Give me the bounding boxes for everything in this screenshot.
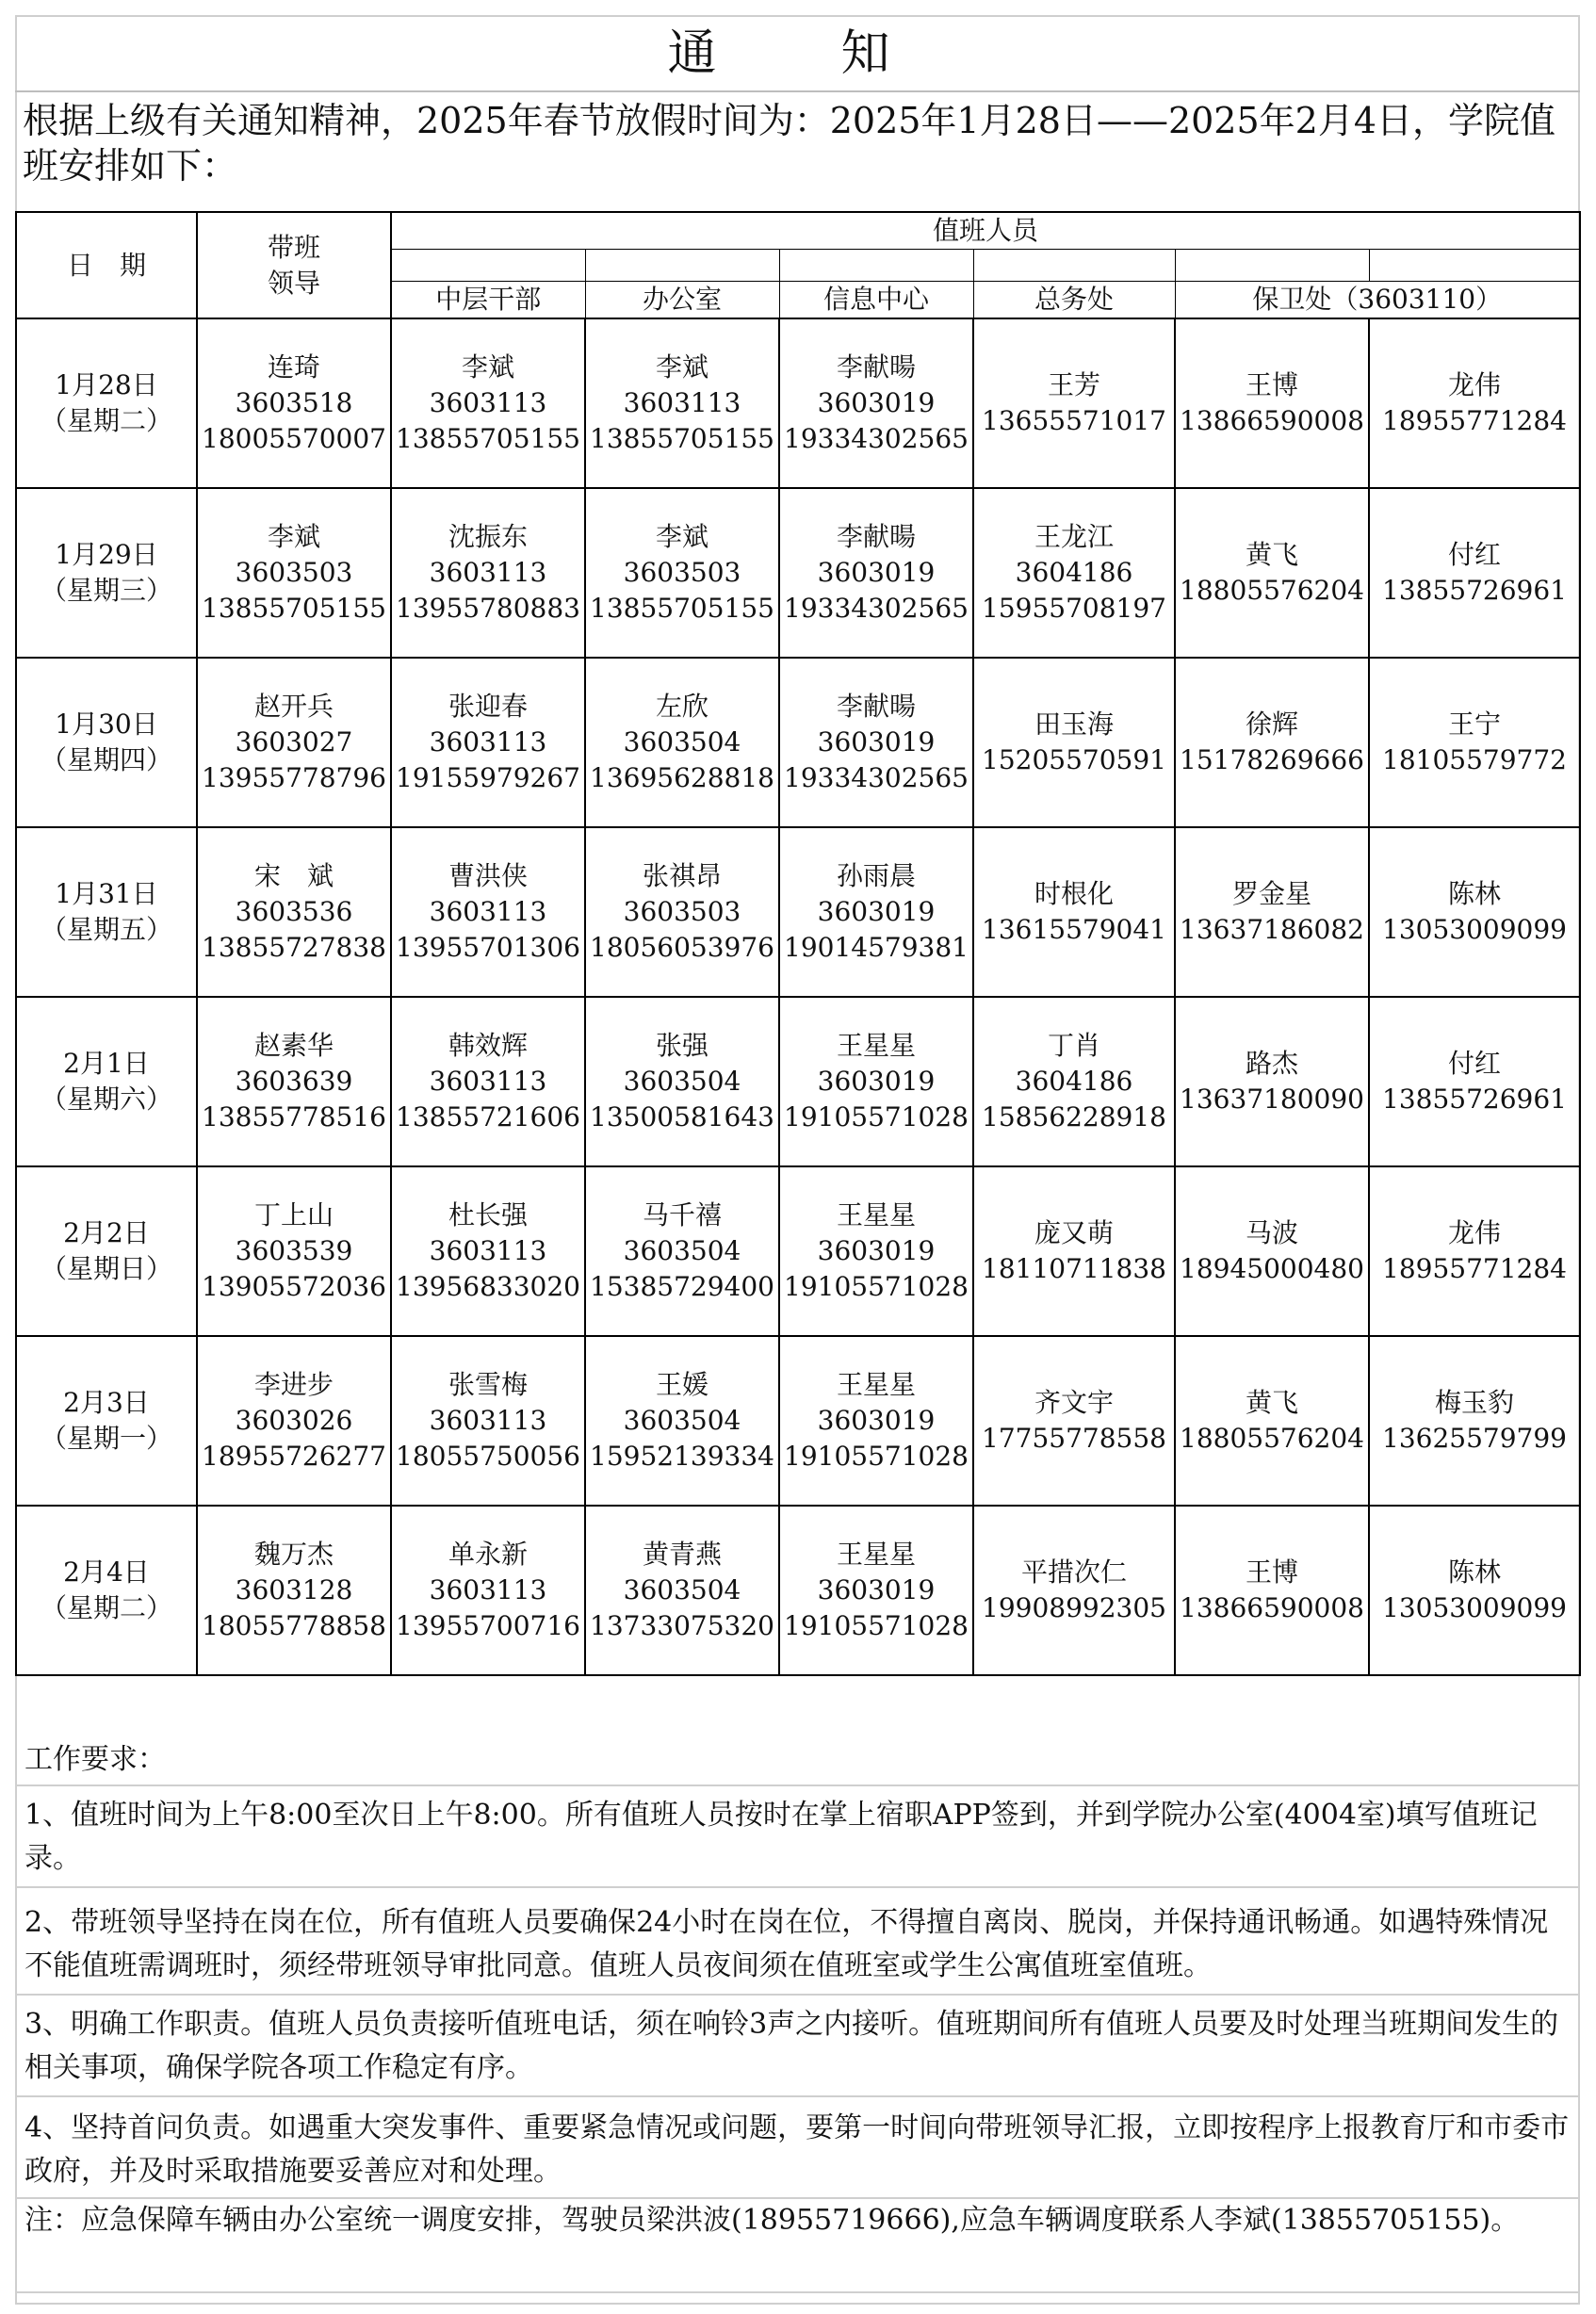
- phone-number: 3603503: [623, 557, 741, 588]
- weekday-text: （星期日）: [40, 1253, 172, 1284]
- title-divider: [15, 90, 1580, 92]
- phone-number: 17755778558: [982, 1423, 1166, 1454]
- phone-number: 19105571028: [784, 1610, 969, 1641]
- phone-number: 3603113: [429, 557, 547, 588]
- person-name: 黄飞: [1245, 539, 1298, 570]
- phone-number: 3603113: [429, 1405, 547, 1436]
- header-spacer: [1175, 250, 1369, 282]
- leader-header: 带班 领导: [197, 212, 391, 318]
- phone-number: 13855727838: [202, 932, 386, 963]
- person-name: 王星星: [836, 1030, 916, 1061]
- col-general-affairs: 总务处: [973, 282, 1175, 319]
- divider: [15, 1886, 1580, 1888]
- phone-number: 13855721606: [396, 1101, 580, 1133]
- person-name: 马千禧: [642, 1199, 722, 1230]
- phone-number: 3603027: [235, 726, 353, 758]
- phone-number: 13866590008: [1180, 405, 1364, 436]
- phone-number: 3603113: [429, 1066, 547, 1097]
- phone-number: 13655571017: [982, 405, 1166, 436]
- person-name: 黄青燕: [642, 1539, 722, 1570]
- phone-number: 13855778516: [202, 1101, 386, 1133]
- middle-cadre-cell: [391, 1506, 585, 1675]
- phone-number: 3603113: [429, 896, 547, 927]
- person-name: 王博: [1245, 369, 1298, 400]
- weekday-text: （星期二）: [40, 1592, 172, 1623]
- phone-number: 3603503: [235, 557, 353, 588]
- phone-number: 3604186: [1015, 1066, 1133, 1097]
- leader-cell: [197, 1336, 391, 1506]
- person-name: 杜长强: [448, 1199, 528, 1230]
- phone-number: 13637180090: [1180, 1084, 1364, 1115]
- security-cell-1: [1175, 997, 1369, 1166]
- date-text: 1月30日: [55, 709, 158, 740]
- phone-number: 3603518: [235, 387, 353, 418]
- phone-number: 3603504: [623, 1405, 741, 1436]
- phone-number: 3603019: [817, 387, 936, 418]
- date-text: 1月29日: [55, 539, 158, 570]
- date-text: 1月31日: [55, 878, 158, 909]
- phone-number: 13053009099: [1382, 1592, 1567, 1623]
- office-cell: [585, 827, 779, 997]
- person-name: 马波: [1245, 1217, 1298, 1248]
- phone-number: 13955701306: [396, 932, 580, 963]
- person-name: 李斌: [655, 521, 708, 552]
- person-name: 王芳: [1047, 369, 1100, 400]
- leader-cell: [197, 658, 391, 827]
- person-name: 时根化: [1034, 878, 1114, 909]
- info-center-cell: [779, 827, 973, 997]
- office-cell: [585, 1336, 779, 1506]
- person-name: 李斌: [461, 351, 514, 383]
- phone-number: 13955700716: [396, 1610, 580, 1641]
- phone-number: 3603019: [817, 1066, 936, 1097]
- phone-number: 13905572036: [202, 1271, 386, 1302]
- phone-number: 3603113: [429, 726, 547, 758]
- general-affairs-cell: [973, 1506, 1175, 1675]
- person-name: 左欣: [655, 691, 708, 722]
- person-name: 李进步: [253, 1369, 334, 1400]
- security-cell-2: [1369, 827, 1580, 997]
- person-name: 平措次仁: [1020, 1556, 1127, 1588]
- date-text: 2月4日: [63, 1556, 150, 1588]
- phone-number: 3603504: [623, 1066, 741, 1097]
- security-cell-1: [1175, 1336, 1369, 1506]
- phone-number: 18110711838: [982, 1253, 1166, 1284]
- phone-number: 18005570007: [202, 423, 386, 454]
- leader-cell: [197, 1166, 391, 1336]
- phone-number: 3603504: [623, 1235, 741, 1266]
- weekday-text: （星期一）: [40, 1423, 172, 1454]
- person-name: 赵素华: [253, 1030, 334, 1061]
- phone-number: 13855726961: [1382, 1084, 1567, 1115]
- requirement-1: 1、值班时间为上午8:00至次日上午8:00。所有值班人员按时在掌上宿职APP签到，并到学院办公室(4004室)填写值班记录。: [24, 1799, 1538, 1875]
- phone-number: 15385729400: [590, 1271, 774, 1302]
- phone-number: 3604186: [1015, 557, 1133, 588]
- divider: [15, 1994, 1580, 1996]
- general-affairs-cell: [973, 488, 1175, 658]
- phone-number: 3603128: [235, 1574, 353, 1605]
- phone-number: 19334302565: [784, 423, 969, 454]
- weekday-text: （星期三）: [40, 575, 172, 606]
- office-cell: [585, 1166, 779, 1336]
- phone-number: 3603113: [429, 1235, 547, 1266]
- person-name: 梅玉豹: [1434, 1387, 1514, 1418]
- person-name: 王星星: [836, 1199, 916, 1230]
- phone-number: 13637186082: [1180, 914, 1364, 945]
- duty-schedule-table: [15, 211, 1581, 1676]
- person-name: 王博: [1245, 1556, 1298, 1588]
- phone-number: 3603504: [623, 1574, 741, 1605]
- middle-cadre-cell: [391, 658, 585, 827]
- phone-number: 18056053976: [590, 932, 774, 963]
- requirement-3: 3、明确工作职责。值班人员负责接听值班电话，须在响铃3声之内接听。值班期间所有值班人员要及时处理当班期间发生的相关事项，确保学院各项工作稳定有序。: [24, 2008, 1559, 2084]
- general-affairs-cell: [973, 1166, 1175, 1336]
- phone-number: 18055778858: [202, 1610, 386, 1641]
- person-name: 李斌: [655, 351, 708, 383]
- duty-staff-header: 值班人员: [391, 212, 1580, 250]
- phone-number: 3603019: [817, 726, 936, 758]
- header-row-1: [16, 212, 1580, 250]
- header-spacer: [585, 250, 779, 282]
- person-name: 赵开兵: [253, 691, 334, 722]
- person-name: 徐辉: [1245, 709, 1298, 740]
- date-cell: [16, 658, 197, 827]
- person-name: 王星星: [836, 1369, 916, 1400]
- table-row: [16, 997, 1580, 1166]
- general-affairs-cell: [973, 997, 1175, 1166]
- header-spacer: [1369, 250, 1580, 282]
- info-center-cell: [779, 1336, 973, 1506]
- person-name: 孙雨晨: [836, 860, 916, 891]
- person-name: 连琦: [267, 351, 320, 383]
- weekday-text: （星期二）: [40, 405, 172, 436]
- middle-cadre-cell: [391, 827, 585, 997]
- security-cell-1: [1175, 1506, 1369, 1675]
- phone-number: 13625579799: [1382, 1423, 1567, 1454]
- phone-number: 18955771284: [1382, 1253, 1567, 1284]
- header-spacer: [779, 250, 973, 282]
- person-name: 齐文宇: [1034, 1387, 1114, 1418]
- info-center-cell: [779, 318, 973, 488]
- phone-number: 3603504: [623, 726, 741, 758]
- leader-cell: [197, 997, 391, 1166]
- phone-number: 13955780883: [396, 593, 580, 624]
- person-name: 韩效辉: [448, 1030, 528, 1061]
- phone-number: 18055750056: [396, 1441, 580, 1472]
- divider: [15, 2095, 1580, 2097]
- middle-cadre-cell: [391, 318, 585, 488]
- phone-number: 13500581643: [590, 1101, 774, 1133]
- person-name: 宋 斌: [253, 860, 334, 891]
- security-cell-2: [1369, 1506, 1580, 1675]
- phone-number: 18955771284: [1382, 405, 1567, 436]
- phone-number: 3603019: [817, 1405, 936, 1436]
- header-spacer: [973, 250, 1175, 282]
- security-cell-2: [1369, 318, 1580, 488]
- security-cell-2: [1369, 997, 1580, 1166]
- requirement-4: 4、坚持首问负责。如遇重大突发事件、重要紧急情况或问题，要第一时间向带班领导汇报，立即按程序上报教育厅和市委市政府，并及时采取措施要妥善应对和处理。: [24, 2111, 1570, 2188]
- person-name: 王宁: [1447, 709, 1501, 740]
- phone-number: 3603019: [817, 896, 936, 927]
- person-name: 龙伟: [1447, 369, 1501, 400]
- person-name: 沈振东: [448, 521, 528, 552]
- phone-number: 15952139334: [590, 1441, 774, 1472]
- date-cell: [16, 318, 197, 488]
- phone-number: 18805576204: [1180, 575, 1364, 606]
- date-text: 1月28日: [55, 369, 158, 400]
- phone-number: 18955726277: [202, 1441, 386, 1472]
- info-center-cell: [779, 658, 973, 827]
- phone-number: 13955778796: [202, 762, 386, 793]
- general-affairs-cell: [973, 318, 1175, 488]
- phone-number: 19334302565: [784, 762, 969, 793]
- date-header: 日 期: [16, 212, 197, 318]
- person-name: 李献暘: [836, 521, 916, 552]
- leader-cell: [197, 1506, 391, 1675]
- divider: [15, 1784, 1580, 1786]
- phone-number: 19105571028: [784, 1271, 969, 1302]
- leader-cell: [197, 827, 391, 997]
- security-cell-2: [1369, 658, 1580, 827]
- leader-cell: [197, 488, 391, 658]
- general-affairs-cell: [973, 658, 1175, 827]
- phone-number: 18105579772: [1382, 744, 1567, 775]
- table-row: [16, 1506, 1580, 1675]
- phone-number: 13855705155: [202, 593, 386, 624]
- col-middle-cadre: 中层干部: [391, 282, 585, 319]
- security-cell-1: [1175, 488, 1369, 658]
- person-name: 罗金星: [1231, 878, 1311, 909]
- phone-number: 13855726961: [1382, 575, 1567, 606]
- person-name: 张祺昂: [642, 860, 722, 891]
- phone-number: 13053009099: [1382, 914, 1567, 945]
- phone-number: 19155979267: [396, 762, 580, 793]
- middle-cadre-cell: [391, 1166, 585, 1336]
- phone-number: 13956833020: [396, 1271, 580, 1302]
- table-row: [16, 1336, 1580, 1506]
- info-center-cell: [779, 1166, 973, 1336]
- phone-number: 15955708197: [982, 593, 1166, 624]
- person-name: 丁上山: [253, 1199, 334, 1230]
- info-center-cell: [779, 1506, 973, 1675]
- security-cell-2: [1369, 1166, 1580, 1336]
- phone-number: 18805576204: [1180, 1423, 1364, 1454]
- phone-number: 3603019: [817, 1574, 936, 1605]
- header-spacer: [391, 250, 585, 282]
- weekday-text: （星期五）: [40, 914, 172, 945]
- divider: [15, 2291, 1580, 2293]
- requirements-title: 工作要求：: [24, 1743, 166, 1776]
- table-row: [16, 318, 1580, 488]
- person-name: 魏万杰: [253, 1539, 334, 1570]
- phone-number: 3603019: [817, 1235, 936, 1266]
- phone-number: 13733075320: [590, 1610, 774, 1641]
- info-center-cell: [779, 488, 973, 658]
- table-row: [16, 488, 1580, 658]
- col-info-center: 信息中心: [779, 282, 973, 319]
- office-cell: [585, 997, 779, 1166]
- table-row: [16, 1166, 1580, 1336]
- office-cell: [585, 318, 779, 488]
- phone-number: 13866590008: [1180, 1592, 1364, 1623]
- person-name: 付红: [1447, 539, 1501, 570]
- middle-cadre-cell: [391, 488, 585, 658]
- phone-number: 3603639: [235, 1066, 353, 1097]
- person-name: 陈林: [1447, 878, 1501, 909]
- phone-number: 13695628818: [590, 762, 774, 793]
- person-name: 龙伟: [1447, 1217, 1501, 1248]
- office-cell: [585, 658, 779, 827]
- person-name: 庞又萌: [1034, 1217, 1114, 1248]
- person-name: 张迎春: [448, 691, 528, 722]
- phone-number: 15178269666: [1180, 744, 1364, 775]
- notice-title: 通 知: [667, 25, 928, 82]
- weekday-text: （星期四）: [40, 744, 172, 775]
- person-name: 黄飞: [1245, 1387, 1298, 1418]
- office-cell: [585, 488, 779, 658]
- phone-number: 19014579381: [784, 932, 969, 963]
- table-body: [16, 212, 1580, 1675]
- table-row: [16, 658, 1580, 827]
- person-name: 张雪梅: [448, 1369, 528, 1400]
- person-name: 李斌: [267, 521, 320, 552]
- date-cell: [16, 1166, 197, 1336]
- security-cell-1: [1175, 318, 1369, 488]
- person-name: 单永新: [448, 1539, 528, 1570]
- col-security: 保卫处（3603110）: [1175, 282, 1580, 319]
- date-cell: [16, 997, 197, 1166]
- phone-number: 13855705155: [590, 423, 774, 454]
- person-name: 陈林: [1447, 1556, 1501, 1588]
- phone-number: 19334302565: [784, 593, 969, 624]
- intro-paragraph: 根据上级有关通知精神，2025年春节放假时间为：2025年1月28日——2025年2月4日，学院值班安排如下：: [23, 100, 1556, 187]
- phone-number: 3603113: [623, 387, 741, 418]
- phone-number: 3603536: [235, 896, 353, 927]
- phone-number: 19105571028: [784, 1441, 969, 1472]
- person-name: 李献暘: [836, 691, 916, 722]
- middle-cadre-cell: [391, 997, 585, 1166]
- phone-number: 15205570591: [982, 744, 1166, 775]
- phone-number: 3603113: [429, 1574, 547, 1605]
- date-cell: [16, 1336, 197, 1506]
- security-cell-1: [1175, 1166, 1369, 1336]
- general-affairs-cell: [973, 827, 1175, 997]
- phone-number: 3603503: [623, 896, 741, 927]
- info-center-cell: [779, 997, 973, 1166]
- phone-number: 3603019: [817, 557, 936, 588]
- security-cell-1: [1175, 658, 1369, 827]
- person-name: 丁肖: [1047, 1030, 1100, 1061]
- date-text: 2月2日: [63, 1217, 150, 1248]
- phone-number: 13615579041: [982, 914, 1166, 945]
- person-name: 王媛: [655, 1369, 708, 1400]
- person-name: 王龙江: [1034, 521, 1114, 552]
- phone-number: 13855705155: [396, 423, 580, 454]
- date-cell: [16, 488, 197, 658]
- date-cell: [16, 1506, 197, 1675]
- phone-number: 13855705155: [590, 593, 774, 624]
- phone-number: 19105571028: [784, 1101, 969, 1133]
- date-text: 2月1日: [63, 1048, 150, 1079]
- security-cell-1: [1175, 827, 1369, 997]
- date-cell: [16, 827, 197, 997]
- person-name: 田玉海: [1034, 709, 1114, 740]
- general-affairs-cell: [973, 1336, 1175, 1506]
- leader-cell: [197, 318, 391, 488]
- phone-number: 15856228918: [982, 1101, 1166, 1133]
- phone-number: 18945000480: [1180, 1253, 1364, 1284]
- person-name: 王星星: [836, 1539, 916, 1570]
- col-office: 办公室: [585, 282, 779, 319]
- security-cell-2: [1369, 1336, 1580, 1506]
- date-text: 2月3日: [63, 1387, 150, 1418]
- person-name: 张强: [655, 1030, 708, 1061]
- person-name: 付红: [1447, 1048, 1501, 1079]
- requirement-2: 2、带班领导坚持在岗在位，所有值班人员要确保24小时在岗在位，不得擅自离岗、脱岗，并保持通讯畅通。如遇特殊情况不能值班需调班时，须经带班领导审批同意。值班人员夜间须在值班室或学生公寓值班室值班。: [24, 1906, 1549, 1982]
- security-cell-2: [1369, 488, 1580, 658]
- phone-number: 3603539: [235, 1235, 353, 1266]
- weekday-text: （星期六）: [40, 1084, 172, 1115]
- phone-number: 3603026: [235, 1405, 353, 1436]
- phone-number: 3603113: [429, 387, 547, 418]
- phone-number: 19908992305: [982, 1592, 1166, 1623]
- person-name: 曹洪侠: [448, 860, 528, 891]
- table-row: [16, 827, 1580, 997]
- person-name: 路杰: [1245, 1048, 1298, 1079]
- vehicle-note: 注：应急保障车辆由办公室统一调度安排，驾驶员梁洪波(18955719666),应急车辆调度联系人李斌(13855705155)。: [24, 2204, 1520, 2237]
- person-name: 李献暘: [836, 351, 916, 383]
- middle-cadre-cell: [391, 1336, 585, 1506]
- office-cell: [585, 1506, 779, 1675]
